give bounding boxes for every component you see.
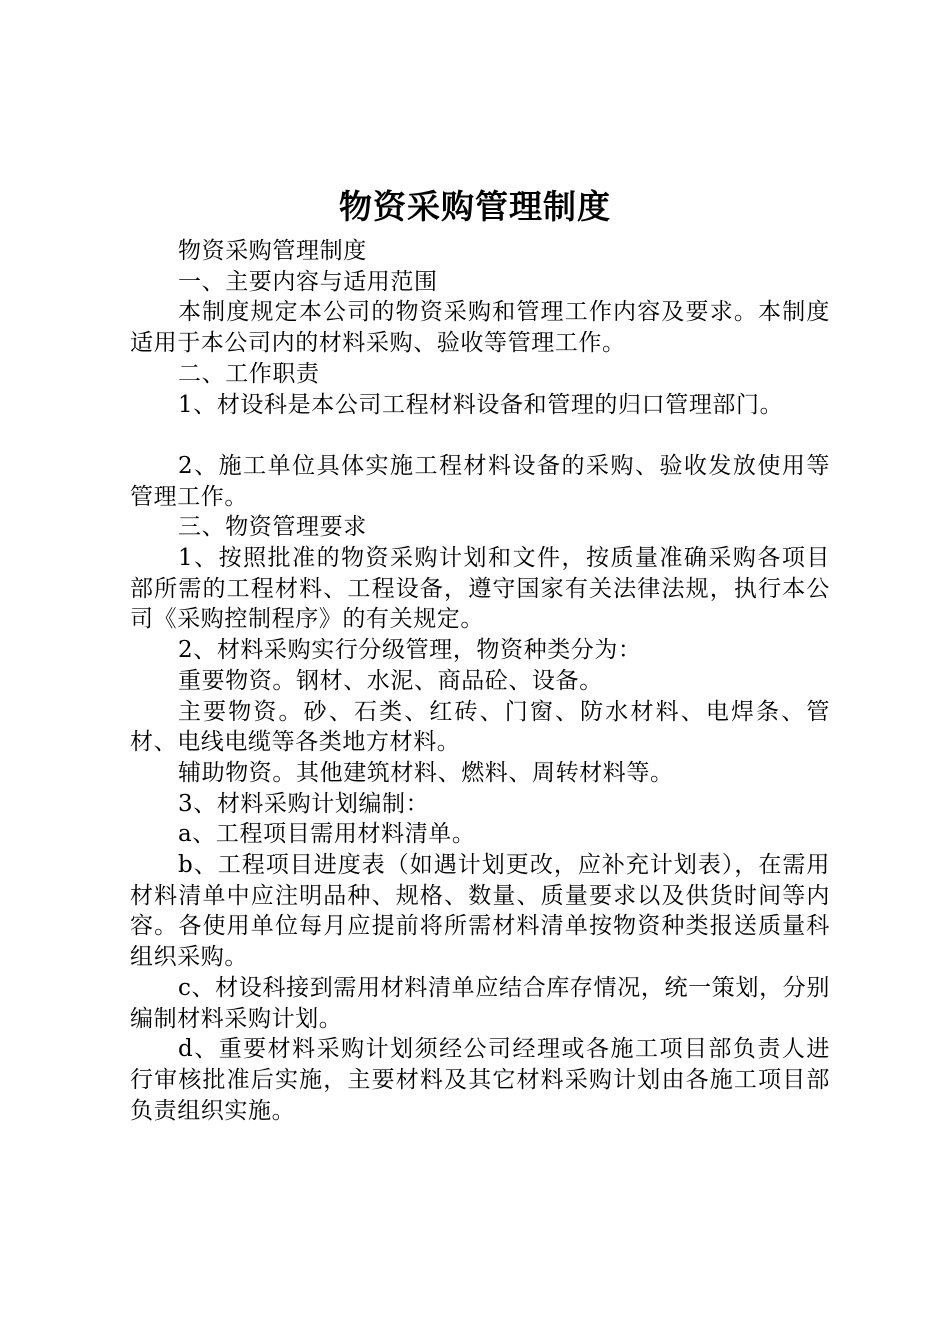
blank-line xyxy=(130,420,830,451)
paragraph-main-materials: 主要物资。砂、石类、红砖、门窗、防水材料、电焊条、管材、电线电缆等各类地方材料。 xyxy=(130,698,830,756)
paragraph-scope: 本制度规定本公司的物资采购和管理工作内容及要求。本制度适用于本公司内的材料采购、验收等管理工作。 xyxy=(130,299,830,357)
paragraph-item-a: a、工程项目需用材料清单。 xyxy=(178,821,476,848)
paragraph-auxiliary-materials: 辅助物资。其他建筑材料、燃料、周转材料等。 xyxy=(178,759,674,786)
section-heading-requirements: 三、物资管理要求 xyxy=(178,514,367,541)
paragraph-duty-2: 2、施工单位具体实施工程材料设备的采购、验收发放使用等管理工作。 xyxy=(130,452,830,510)
paragraph-duty-1: 1、材设科是本公司工程材料设备和管理的归口管理部门。 xyxy=(178,391,784,418)
paragraph-requirement-2: 2、材料采购实行分级管理，物资种类分为： xyxy=(178,637,642,664)
paragraph-item-d: d、重要材料采购计划须经公司经理或各施工项目部负责人进行审核批准后实施，主要材料及其它材料采购计划由各施工项目部负责组织实施。 xyxy=(130,1036,830,1124)
section-heading-duties: 二、工作职责 xyxy=(178,360,320,387)
paragraph-requirement-3: 3、材料采购计划编制： xyxy=(178,790,430,817)
section-heading-scope: 一、主要内容与适用范围 xyxy=(178,268,438,295)
paragraph-heading-repeat: 物资采购管理制度 xyxy=(178,238,367,264)
paragraph-item-b: b、工程项目进度表（如遇计划更改，应补充计划表），在需用材料清单中应注明品种、规格、数量、质量要求以及供货时间等内容。各使用单位每月应提前将所需材料清单按物资种类报送质量科组织采购。 xyxy=(130,852,830,971)
paragraph-requirement-1: 1、按照批准的物资采购计划和文件，按质量准确采购各项目部所需的工程材料、工程设备，遵守国家有关法律法规，执行本公司《采购控制程序》的有关规定。 xyxy=(130,545,830,633)
document-body xyxy=(130,236,830,1126)
paragraph-item-c: c、材设科接到需用材料清单应结合库存情况，统一策划，分别编制材料采购计划。 xyxy=(130,974,830,1032)
document-title: 物资采购管理制度 xyxy=(339,187,611,226)
paragraph-important-materials: 重要物资。钢材、水泥、商品砼、设备。 xyxy=(178,667,603,694)
